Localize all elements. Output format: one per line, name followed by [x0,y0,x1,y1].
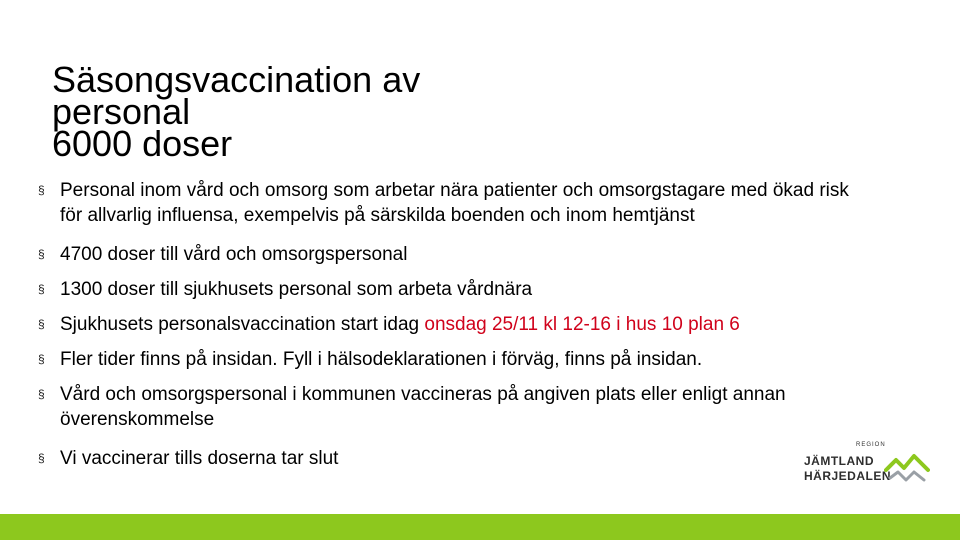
bullet-item [36,347,856,372]
title-line-1: Säsongsvaccination av [52,59,421,100]
bullet-icon: § [38,352,45,366]
bullet-text: Sjukhusets personalsvaccination start idag [60,314,425,335]
bullet-icon: § [38,451,45,465]
logo-line-2: HÄRJEDALEN [804,469,892,483]
bullet-icon: § [38,183,45,197]
logo-line-1: JÄMTLAND [804,454,874,468]
bullet-text: 4700 doser till vård och omsorgspersonal [60,244,408,265]
bullet-text: 1300 doser till sjukhusets personal som arbeta vårdnära [60,279,533,300]
bullet-text: Vi vaccinerar tills doserna tar slut [60,448,339,469]
bullet-item [36,242,856,267]
title-line-3: 6000 doser [52,123,233,164]
logo-region-label: REGION [856,442,886,448]
region-logo [796,442,936,494]
bullet-text: Personal inom vård och omsorg som arbetar nära patienter och omsorgstagare med ökad risk för allvarlig influensa, exempelvis på särskilda boenden och inom hemtjänst [60,180,849,226]
bullet-item [36,277,856,302]
bullet-icon: § [38,317,45,331]
bullet-highlight: onsdag 25/11 kl 12-16 i hus 10 plan 6 [424,314,740,335]
bullet-icon: § [38,282,45,296]
bullet-item [36,382,856,432]
slide-title [52,59,652,164]
bullet-list [36,178,856,471]
bullet-item [36,312,856,337]
bullet-text: Fler tider finns på insidan. Fyll i hälsodeklarationen i förväg, finns på insidan. [60,349,703,370]
title-line-2: personal [52,91,191,132]
bullet-text: Vård och omsorgspersonal i kommunen vaccineras på angiven plats eller enligt annan överenskommelse [60,384,786,430]
bullet-icon: § [38,387,45,401]
footer-bar [0,514,960,540]
bullet-item [36,446,856,471]
bullet-item [36,178,856,228]
bullet-icon: § [38,247,45,261]
mountain-icon [884,450,930,490]
